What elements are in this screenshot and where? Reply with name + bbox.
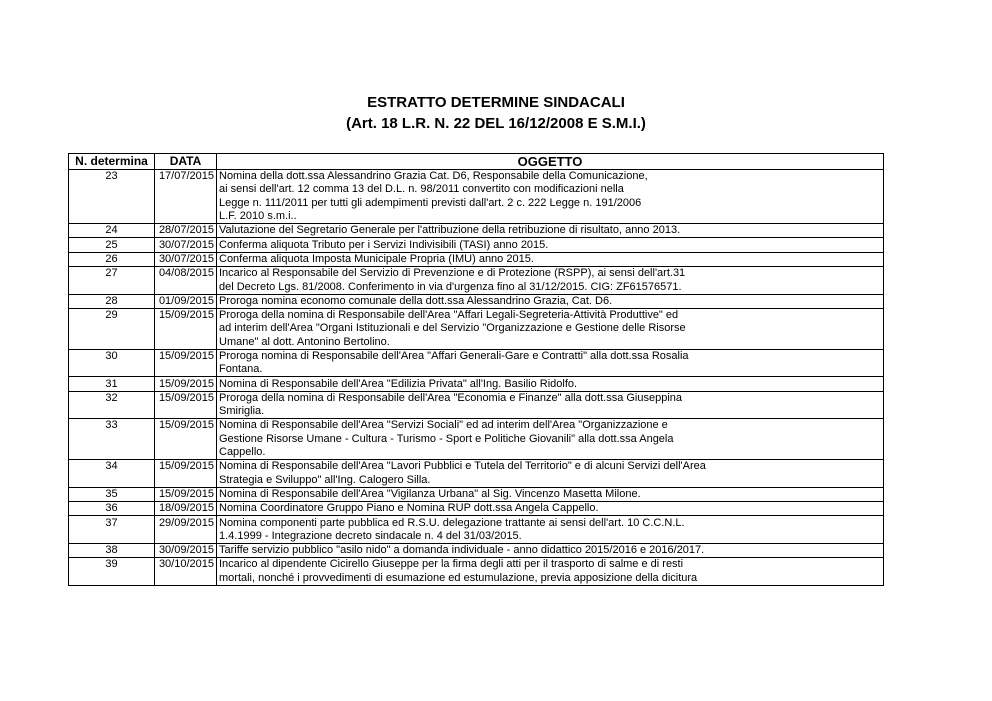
table-row	[69, 530, 884, 544]
cell-oggetto: Gestione Risorse Umane - Cultura - Turismo - Sport e Politiche Giovanili" alla dott.ssa Angela	[217, 433, 884, 446]
cell-data	[155, 183, 217, 196]
cell-n-determina	[69, 322, 155, 335]
cell-n-determina	[69, 280, 155, 294]
cell-n-determina: 34	[69, 460, 155, 474]
cell-oggetto: del Decreto Lgs. 81/2008. Conferimento in via d'urgenza fino al 31/12/2015. CIG: ZF61576571.	[217, 280, 884, 294]
cell-oggetto: Proroga della nomina di Responsabile dell'Area "Affari Legali-Segreteria-Attività Produttive" ed	[217, 308, 884, 322]
cell-data	[155, 280, 217, 294]
table-row	[69, 197, 884, 210]
cell-oggetto: mortali, nonché i provvedimenti di esumazione ed estumulazione, previa apposizione della dicitura	[217, 572, 884, 586]
cell-data	[155, 474, 217, 488]
cell-oggetto: Nomina della dott.ssa Alessandrino Grazia Cat. D6, Responsabile della Comunicazione,	[217, 170, 884, 184]
table-header-row	[69, 154, 884, 170]
cell-data: 15/09/2015	[155, 419, 217, 433]
determine-table	[68, 153, 884, 586]
cell-oggetto: Tariffe servizio pubblico "asilo nido" a domanda individuale - anno didattico 2015/2016 e 2016/2017.	[217, 544, 884, 558]
cell-data	[155, 322, 217, 335]
table-row	[69, 349, 884, 363]
cell-oggetto: Cappello.	[217, 446, 884, 460]
cell-data: 04/08/2015	[155, 267, 217, 281]
cell-oggetto: Legge n. 111/2011 per tutti gli adempimenti previsti dall'art. 2 c. 222 Legge n. 191/2006	[217, 197, 884, 210]
table-row	[69, 446, 884, 460]
table-row	[69, 224, 884, 238]
cell-n-determina: 24	[69, 224, 155, 238]
cell-n-determina: 35	[69, 487, 155, 501]
cell-data	[155, 336, 217, 350]
cell-n-determina	[69, 433, 155, 446]
cell-n-determina: 31	[69, 377, 155, 391]
cell-data: 15/09/2015	[155, 377, 217, 391]
cell-data: 30/09/2015	[155, 544, 217, 558]
cell-oggetto: Proroga nomina di Responsabile dell'Area "Affari Generali-Gare e Contratti" alla dott.ssa Rosalia	[217, 349, 884, 363]
table-row	[69, 336, 884, 350]
cell-data: 30/10/2015	[155, 558, 217, 572]
cell-oggetto: 1.4.1999 - Integrazione decreto sindacale n. 4 del 31/03/2015.	[217, 530, 884, 544]
cell-oggetto: Incarico al Responsabile del Servizio di Prevenzione e di Protezione (RSPP), ai sensi dell'art.31	[217, 267, 884, 281]
cell-oggetto: Nomina di Responsabile dell'Area "Vigilanza Urbana" al Sig. Vincenzo Masetta Milone.	[217, 487, 884, 501]
cell-n-determina: 27	[69, 267, 155, 281]
table-row	[69, 474, 884, 488]
table-row	[69, 502, 884, 516]
cell-n-determina	[69, 336, 155, 350]
cell-n-determina: 26	[69, 252, 155, 266]
cell-data	[155, 197, 217, 210]
cell-n-determina	[69, 405, 155, 419]
cell-data	[155, 210, 217, 224]
cell-n-determina: 37	[69, 516, 155, 530]
table-row	[69, 294, 884, 308]
cell-data	[155, 405, 217, 419]
table-row	[69, 433, 884, 446]
table-row	[69, 419, 884, 433]
cell-oggetto: Incarico al dipendente Cicirello Giuseppe per la firma degli atti per il trasporto di salme e di resti	[217, 558, 884, 572]
table-row	[69, 252, 884, 266]
table-row	[69, 377, 884, 391]
cell-data: 01/09/2015	[155, 294, 217, 308]
cell-data: 30/07/2015	[155, 252, 217, 266]
cell-data	[155, 530, 217, 544]
cell-n-determina: 23	[69, 170, 155, 184]
table-row	[69, 544, 884, 558]
cell-oggetto: Valutazione del Segretario Generale per l'attribuzione della retribuzione di risultato, anno 2013.	[217, 224, 884, 238]
header-data: DATA	[155, 154, 217, 170]
table-row	[69, 558, 884, 572]
table-row	[69, 210, 884, 224]
document-title: ESTRATTO DETERMINE SINDACALI	[367, 94, 625, 111]
header-oggetto: OGGETTO	[217, 154, 884, 170]
table-row	[69, 267, 884, 281]
cell-data: 18/09/2015	[155, 502, 217, 516]
cell-data	[155, 572, 217, 586]
table-row	[69, 460, 884, 474]
cell-n-determina	[69, 572, 155, 586]
cell-data: 15/09/2015	[155, 391, 217, 405]
cell-data: 17/07/2015	[155, 170, 217, 184]
cell-oggetto: Nomina di Responsabile dell'Area "Servizi Sociali" ed ad interim dell'Area "Organizzazione e	[217, 419, 884, 433]
cell-n-determina	[69, 363, 155, 377]
table-row	[69, 280, 884, 294]
cell-oggetto: L.F. 2010 s.m.i..	[217, 210, 884, 224]
table-row	[69, 405, 884, 419]
table-row	[69, 238, 884, 252]
table-row	[69, 322, 884, 335]
cell-data: 15/09/2015	[155, 460, 217, 474]
table-row	[69, 487, 884, 501]
cell-oggetto: Nomina Coordinatore Gruppo Piano e Nomina RUP dott.ssa Angela Cappello.	[217, 502, 884, 516]
cell-data: 15/09/2015	[155, 308, 217, 322]
table-row	[69, 572, 884, 586]
cell-n-determina	[69, 210, 155, 224]
table-row	[69, 391, 884, 405]
cell-data: 29/09/2015	[155, 516, 217, 530]
cell-n-determina: 33	[69, 419, 155, 433]
table-row	[69, 363, 884, 377]
header-n-determina: N. determina	[69, 154, 155, 170]
cell-n-determina	[69, 530, 155, 544]
cell-n-determina: 36	[69, 502, 155, 516]
cell-oggetto: Smiriglia.	[217, 405, 884, 419]
cell-n-determina: 29	[69, 308, 155, 322]
cell-data: 15/09/2015	[155, 349, 217, 363]
cell-n-determina: 38	[69, 544, 155, 558]
cell-oggetto: Proroga nomina economo comunale della dott.ssa Alessandrino Grazia, Cat. D6.	[217, 294, 884, 308]
cell-data: 15/09/2015	[155, 487, 217, 501]
cell-oggetto: Fontana.	[217, 363, 884, 377]
table-row	[69, 183, 884, 196]
cell-data	[155, 446, 217, 460]
cell-oggetto: Proroga della nomina di Responsabile dell'Area "Economia e Finanze" alla dott.ssa Giuseppina	[217, 391, 884, 405]
cell-oggetto: Nomina componenti parte pubblica ed R.S.U. delegazione trattante ai sensi dell'art. 10 C.C.N.L.	[217, 516, 884, 530]
cell-data	[155, 433, 217, 446]
table-row	[69, 516, 884, 530]
cell-n-determina: 30	[69, 349, 155, 363]
cell-n-determina	[69, 474, 155, 488]
cell-oggetto: Nomina di Responsabile dell'Area "Edilizia Privata" all'Ing. Basilio Ridolfo.	[217, 377, 884, 391]
table-row	[69, 308, 884, 322]
cell-oggetto: Umane" al dott. Antonino Bertolino.	[217, 336, 884, 350]
cell-n-determina: 25	[69, 238, 155, 252]
cell-oggetto: Strategia e Sviluppo" all'Ing. Calogero Silla.	[217, 474, 884, 488]
cell-oggetto: Nomina di Responsabile dell'Area "Lavori Pubblici e Tutela del Territorio" e di alcuni Servizi dell'Area	[217, 460, 884, 474]
cell-data	[155, 363, 217, 377]
table-body	[69, 170, 884, 586]
cell-oggetto: ai sensi dell'art. 12 comma 13 del D.L. n. 98/2011 convertito con modificazioni nella	[217, 183, 884, 196]
cell-n-determina: 39	[69, 558, 155, 572]
cell-oggetto: ad interim dell'Area "Organi Istituzionali e del Servizio "Organizzazione e Gestione delle Risorse	[217, 322, 884, 335]
cell-n-determina	[69, 183, 155, 196]
document-subtitle: (Art. 18 L.R. N. 22 DEL 16/12/2008 E S.M.I.)	[346, 115, 646, 132]
cell-data: 28/07/2015	[155, 224, 217, 238]
cell-n-determina	[69, 197, 155, 210]
cell-oggetto: Conferma aliquota Tributo per i Servizi Indivisibili (TASI) anno 2015.	[217, 238, 884, 252]
cell-data: 30/07/2015	[155, 238, 217, 252]
table-row	[69, 170, 884, 184]
cell-n-determina: 28	[69, 294, 155, 308]
cell-n-determina	[69, 446, 155, 460]
cell-n-determina: 32	[69, 391, 155, 405]
cell-oggetto: Conferma aliquota Imposta Municipale Propria (IMU) anno 2015.	[217, 252, 884, 266]
